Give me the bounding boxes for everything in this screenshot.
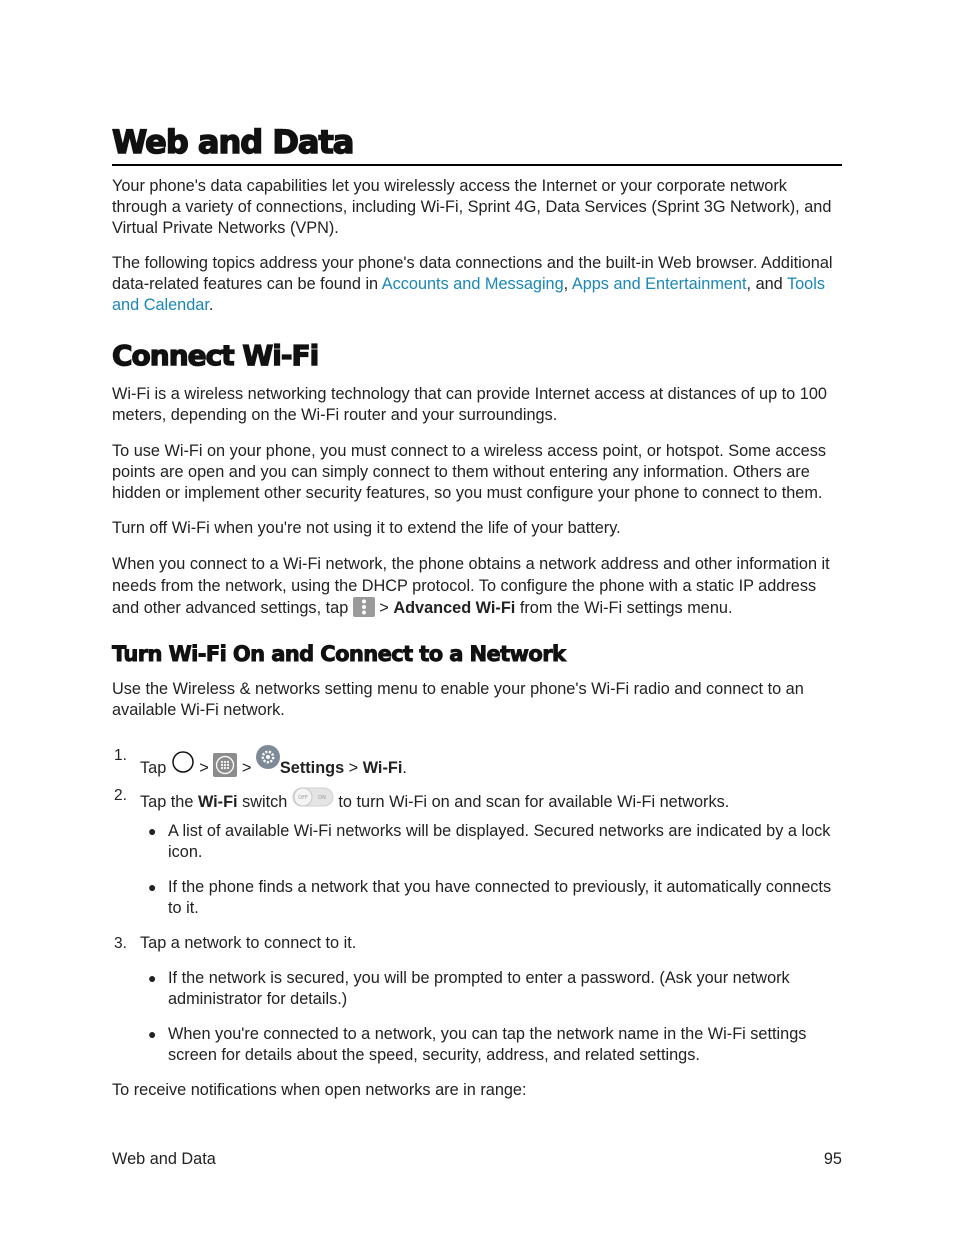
switch-on-text: ON <box>318 795 326 801</box>
bullet-dot: ● <box>148 879 157 895</box>
section-paragraph-4 <box>112 553 842 623</box>
section-paragraph-2: To use Wi-Fi on your phone, you must connect to a wireless access point, or hotspot. Some access points are open and you can simply connect to them without entering any information. Others are hidden or implement other security features, so you must configure your phone to connect to them. <box>112 442 826 502</box>
section-p4-text-a: When you connect to a Wi-Fi network, the phone obtains a network address and other information it needs from the network, using the DHCP protocol. To configure the phone with a static IP address and other advanced settings, tap <box>112 555 830 617</box>
step-2-text-b: switch <box>237 793 292 811</box>
subsection-intro: Use the Wireless & networks setting menu to enable your phone's Wi-Fi radio and connect to an available Wi-Fi network. <box>112 680 804 719</box>
step-1-number: 1. <box>114 747 127 764</box>
menu-icon <box>353 597 375 623</box>
step-1-gt1: > <box>194 759 214 777</box>
settings-label: Settings <box>279 759 345 777</box>
intro-paragraph-2 <box>112 253 842 316</box>
intro-paragraph-1: Your phone's data capabilities let you wirelessly access the Internet or your corporate network through a variety of connections, including Wi-Fi, Sprint 4G, Data Services (Sprint 3G Network), and Virtual Private Networks (VPN). <box>112 177 832 237</box>
footer-section-name: Web and Data <box>112 1150 216 1168</box>
link-accounts-and-messaging[interactable]: Accounts and Messaging <box>381 275 564 293</box>
home-icon <box>171 751 195 781</box>
step-3-bullet-2: When you're connected to a network, you can tap the network name in the Wi-Fi settings screen for details about the speed, security, address, and related settings. <box>168 1025 807 1064</box>
step-3-bullet-1: If the network is secured, you will be prompted to enter a password. (Ask your network administrator for details.) <box>168 969 790 1008</box>
closing-paragraph: To receive notifications when open networks are in range: <box>112 1081 527 1099</box>
intro-p2-text-a: The following topics address your phone's data connections and the built-in Web browser. Additional data-related features can be found in <box>112 254 833 293</box>
step-1-tap: Tap <box>140 759 171 777</box>
step-2-bullet-1: A list of available Wi-Fi networks will be displayed. Secured networks are indicated by a lock icon. <box>168 822 831 861</box>
step-3: Tap a network to connect to it. <box>140 934 357 952</box>
step-2-number: 2. <box>114 787 127 804</box>
section-p4-text-b: from the Wi-Fi settings menu. <box>515 599 733 617</box>
page-title: Web and Data <box>112 123 354 161</box>
section-p4-gt: > <box>374 599 394 617</box>
step-1 <box>140 745 840 783</box>
link-apps-and-entertainment[interactable]: Apps and Entertainment <box>571 275 747 293</box>
bullet-dot: ● <box>148 970 157 986</box>
step-1-gt2: > <box>237 759 256 777</box>
bullet-dot: ● <box>148 1026 157 1042</box>
wifi-toggle-switch-icon <box>292 786 334 814</box>
step-2 <box>140 786 840 814</box>
step-1-gt3: > <box>344 759 363 777</box>
settings-gear-icon <box>256 745 280 775</box>
bullet-dot: ● <box>148 823 157 839</box>
step-2-wifi-label: Wi-Fi <box>197 793 238 811</box>
intro-p2-period: . <box>208 296 214 314</box>
section-paragraph-3: Turn off Wi-Fi when you're not using it to extend the life of your battery. <box>112 519 621 537</box>
subsection-heading: Turn Wi-Fi On and Connect to a Network <box>112 642 566 666</box>
step-2-text-a: Tap the <box>140 793 198 811</box>
footer-page-number: 95 <box>823 1150 842 1168</box>
link-tools-and-calendar[interactable]: Tools and Calendar <box>112 275 825 314</box>
apps-icon <box>213 753 237 783</box>
title-rule <box>112 164 842 166</box>
step-2-text-c: to turn Wi-Fi on and scan for available Wi-Fi networks. <box>333 793 730 811</box>
switch-off-text: OFF <box>298 795 308 801</box>
advanced-wifi-label: Advanced Wi-Fi <box>393 599 516 617</box>
step-2-bullet-2: If the phone finds a network that you have connected to previously, it automatically connects to it. <box>168 878 832 917</box>
section-heading-connect-wifi: Connect Wi-Fi <box>112 339 319 372</box>
step-3-number: 3. <box>114 935 127 952</box>
intro-p2-comma: , <box>563 275 572 293</box>
step-1-end: . <box>402 759 407 777</box>
wifi-label: Wi-Fi <box>362 759 403 777</box>
intro-p2-text-b: , and <box>746 275 787 293</box>
section-paragraph-1: Wi-Fi is a wireless networking technology that can provide Internet access at distances of up to 100 meters, depending on the Wi-Fi router and your surroundings. <box>112 385 827 424</box>
